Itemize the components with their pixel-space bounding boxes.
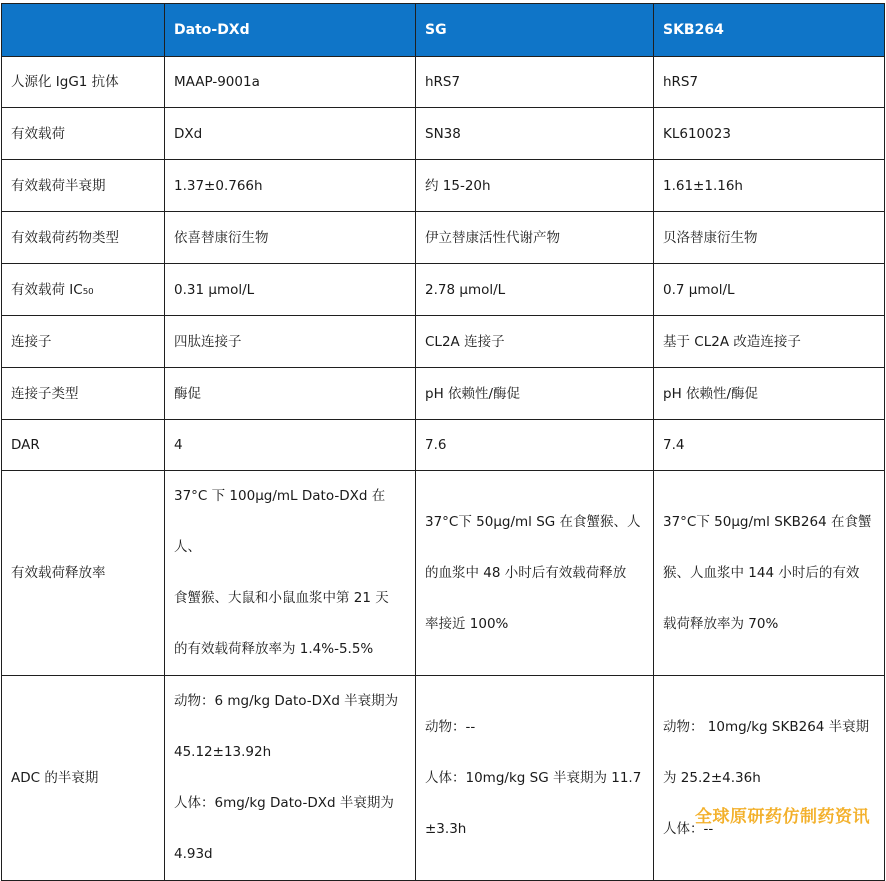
- table-body: [2, 57, 885, 881]
- cell-line: 0.7 μmol/L: [663, 281, 735, 298]
- table-cell: [654, 368, 885, 420]
- table-cell: [654, 420, 885, 471]
- row-label: 有效载荷 IC₅₀: [2, 264, 165, 316]
- row-label: 有效载荷: [2, 108, 165, 160]
- table-row: [2, 471, 885, 676]
- table-cell: [654, 57, 885, 108]
- table-cell: [654, 264, 885, 316]
- table-row: [2, 212, 885, 264]
- table-cell: [416, 676, 654, 881]
- cell-line: 动物：6 mg/kg Dato-DXd 半衰期为: [174, 693, 399, 709]
- table-cell: [654, 471, 885, 676]
- table-cell: [654, 316, 885, 368]
- row-label: 人源化 IgG1 抗体: [2, 57, 165, 108]
- cell-line: 37°C下 50μg/ml SG 在食蟹猴、人: [425, 513, 641, 530]
- cell-line: 4.93d: [174, 846, 213, 862]
- cell-line: ±3.3h: [425, 820, 467, 837]
- row-label: 有效载荷释放率: [2, 471, 165, 676]
- cell-line: MAAP-9001a: [174, 74, 260, 90]
- watermark: 全球原研药仿制药资讯: [695, 807, 870, 827]
- table-row: [2, 108, 885, 160]
- cell-line: 依喜替康衍生物: [174, 229, 269, 246]
- header-skb264: SKB264: [654, 4, 885, 57]
- table-row: [2, 316, 885, 368]
- cell-line: 4: [174, 437, 183, 453]
- table-cell: [416, 212, 654, 264]
- table-cell: [165, 420, 416, 471]
- table-row: [2, 264, 885, 316]
- cell-line: 45.12±13.92h: [174, 744, 272, 760]
- table-row: [2, 160, 885, 212]
- cell-line: 1.61±1.16h: [663, 177, 743, 194]
- table-cell: [416, 316, 654, 368]
- cell-line: 四肽连接子: [174, 333, 242, 350]
- cell-line: 率接近 100%: [425, 615, 509, 632]
- cell-line: 载荷释放率为 70%: [663, 615, 779, 632]
- cell-line: 动物： 10mg/kg SKB264 半衰期: [663, 718, 870, 735]
- table-row: [2, 57, 885, 108]
- cell-line: 贝洛替康衍生物: [663, 229, 758, 246]
- cell-line: 猴、人血浆中 144 小时后的有效: [663, 564, 860, 581]
- header-corner: [2, 4, 165, 57]
- cell-line: 约 15-20h: [425, 177, 491, 194]
- header-sg: SG: [416, 4, 654, 57]
- table-cell: [165, 316, 416, 368]
- cell-line: 7.4: [663, 437, 685, 453]
- table-cell: [165, 57, 416, 108]
- table-cell: [416, 108, 654, 160]
- table-cell: [416, 160, 654, 212]
- table-row: [2, 368, 885, 420]
- table-cell: [416, 420, 654, 471]
- table-row: [2, 676, 885, 881]
- table-cell: [165, 264, 416, 316]
- cell-line: DXd: [174, 125, 203, 142]
- table-cell: [654, 160, 885, 212]
- cell-line: 7.6: [425, 437, 447, 453]
- cell-line: 人体：6mg/kg Dato-DXd 半衰期为: [174, 795, 394, 811]
- cell-line: KL610023: [663, 125, 731, 142]
- cell-line: SN38: [425, 125, 461, 142]
- table-cell: [165, 212, 416, 264]
- cell-line: 动物：--: [425, 718, 476, 735]
- table-cell: [165, 160, 416, 212]
- cell-line: 37°C 下 100μg/mL Dato-DXd 在人、: [174, 488, 386, 555]
- cell-line: 37°C下 50μg/ml SKB264 在食蟹: [663, 513, 872, 530]
- row-label: 有效载荷半衰期: [2, 160, 165, 212]
- table-cell: [654, 212, 885, 264]
- cell-line: 为 25.2±4.36h: [663, 769, 761, 786]
- table-cell: [416, 368, 654, 420]
- cell-line: 人体：10mg/kg SG 半衰期为 11.7: [425, 769, 642, 786]
- cell-line: 酶促: [174, 385, 201, 402]
- cell-line: 0.31 μmol/L: [174, 281, 255, 298]
- cell-line: 1.37±0.766h: [174, 177, 263, 194]
- table-cell: [165, 471, 416, 676]
- cell-line: hRS7: [663, 74, 699, 90]
- table-cell: [416, 471, 654, 676]
- table-cell: [416, 264, 654, 316]
- cell-line: pH 依赖性/酶促: [425, 385, 521, 402]
- cell-line: 基于 CL2A 改造连接子: [663, 333, 801, 350]
- cell-line: hRS7: [425, 74, 461, 90]
- table-cell: [165, 368, 416, 420]
- row-label: 连接子类型: [2, 368, 165, 420]
- header-dato-dxd: Dato-DXd: [165, 4, 416, 57]
- cell-line: 人体：--: [663, 820, 714, 837]
- table-cell: [654, 676, 885, 881]
- comparison-table: [1, 3, 885, 881]
- cell-line: 伊立替康活性代谢产物: [425, 229, 560, 246]
- row-label: 连接子: [2, 316, 165, 368]
- cell-line: 的血浆中 48 小时后有效载荷释放: [425, 564, 627, 581]
- table-row: [2, 420, 885, 471]
- table-cell: [654, 108, 885, 160]
- table-cell: [165, 108, 416, 160]
- row-label: 有效载荷药物类型: [2, 212, 165, 264]
- row-label: ADC 的半衰期: [2, 676, 165, 881]
- header-row: [2, 4, 885, 57]
- cell-line: 食蟹猴、大鼠和小鼠血浆中第 21 天: [174, 590, 389, 606]
- cell-line: 的有效载荷释放率为 1.4%-5.5%: [174, 641, 374, 657]
- table-cell: [416, 57, 654, 108]
- cell-line: pH 依赖性/酶促: [663, 385, 759, 402]
- cell-line: 2.78 μmol/L: [425, 281, 506, 298]
- row-label: DAR: [2, 420, 165, 471]
- table-cell: [165, 676, 416, 881]
- cell-line: CL2A 连接子: [425, 333, 505, 350]
